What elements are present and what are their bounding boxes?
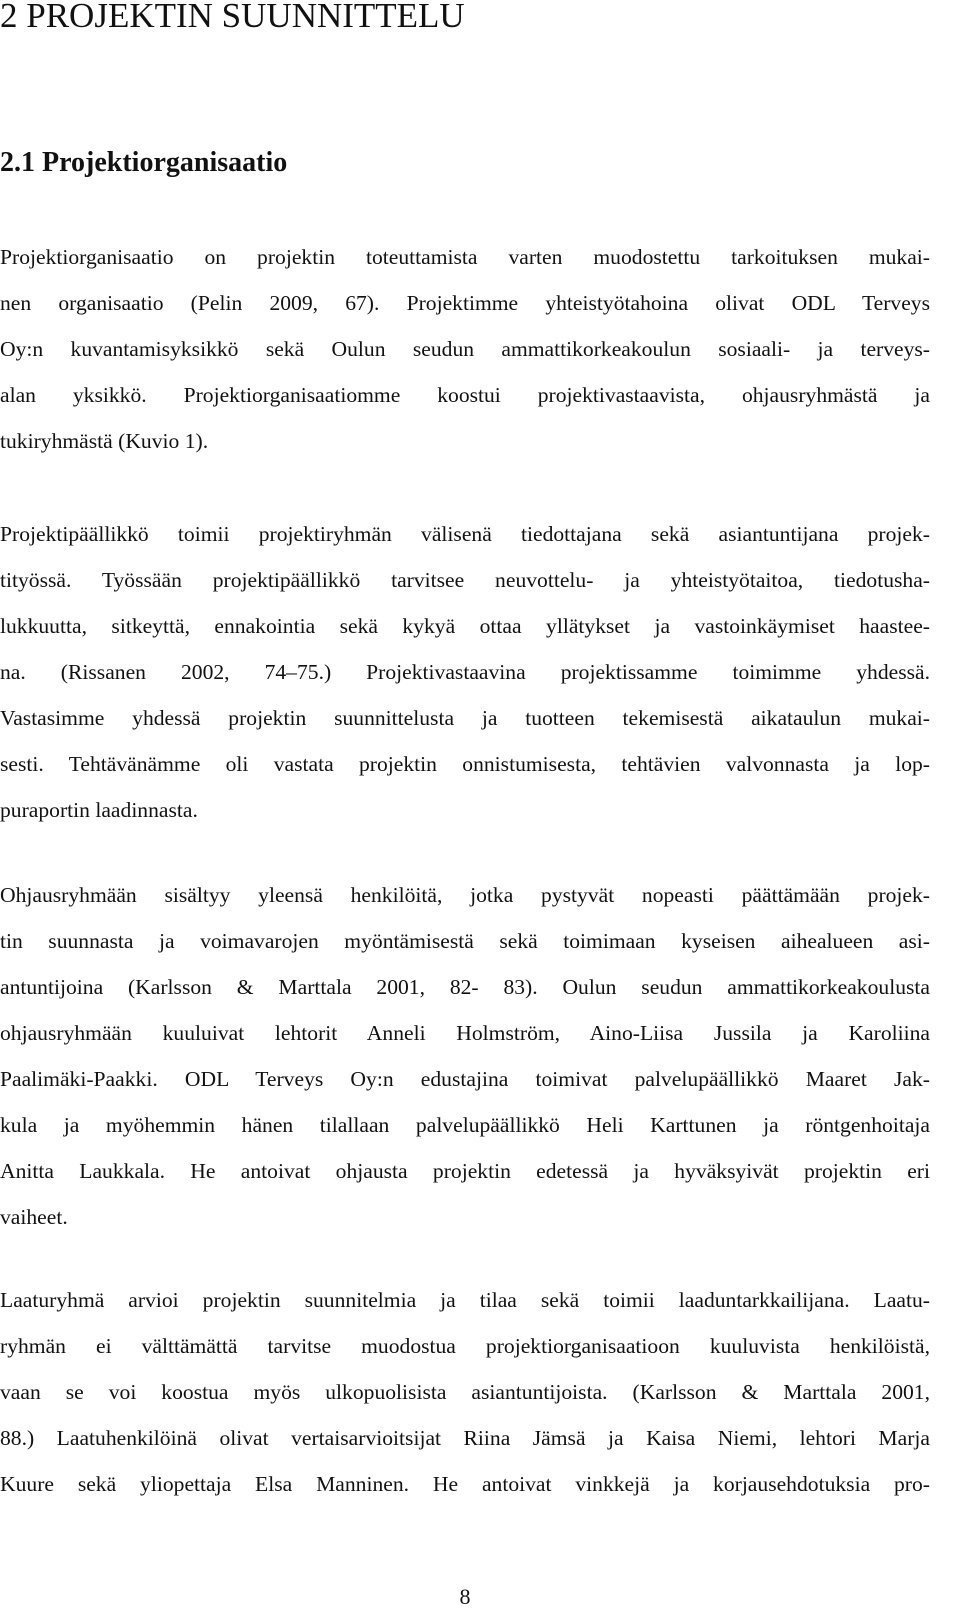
text-line: Ohjausryhmään sisältyy yleensä henkilöitä, jotka pystyvät nopeasti päättämään projek- (0, 883, 930, 907)
paragraph-1 (0, 234, 930, 464)
text-line: sesti. Tehtävänämme oli vastata projektin onnistumisesta, tehtävien valvonnasta ja lop- (0, 752, 930, 776)
text-line: Laaturyhmä arvioi projektin suunnitelmia ja tilaa sekä toimii laaduntarkkailijana. Laatu- (0, 1288, 930, 1312)
text-line: vaiheet. (0, 1205, 68, 1229)
page-number: 8 (459, 1584, 471, 1609)
text-line: vaan se voi koostua myös ulkopuolisista asiantuntijoista. (Karlsson & Marttala 2001, (0, 1380, 930, 1404)
text-line: Vastasimme yhdessä projektin suunnittelusta ja tuotteen tekemisestä aikataulun mukai- (0, 706, 930, 730)
text-line: ryhmän ei välttämättä tarvitse muodostua projektiorganisaatioon kuuluvista henkilöistä, (0, 1334, 930, 1358)
text-line: antuntijoina (Karlsson & Marttala 2001, 82- 83). Oulun seudun ammattikorkeakoulusta (0, 975, 930, 999)
section-heading: 2.1 Projektiorganisaatio (0, 147, 288, 178)
text-line: tukiryhmästä (Kuvio 1). (0, 429, 209, 453)
text-line: Projektipäällikkö toimii projektiryhmän välisenä tiedottajana sekä asiantuntijana projek- (0, 522, 930, 546)
text-line: alan yksikkö. Projektiorganisaatiomme koostui projektivastaavista, ohjausryhmästä ja (0, 383, 930, 407)
chapter-heading: 2 PROJEKTIN SUUNNITTELU (0, 0, 465, 35)
text-line: kula ja myöhemmin hänen tilallaan palvelupäällikkö Heli Karttunen ja röntgenhoitaja (0, 1113, 930, 1137)
text-line: nen organisaatio (Pelin 2009, 67). Projektimme yhteistyötahoina olivat ODL Terveys (0, 291, 930, 315)
paragraph-2 (0, 511, 930, 833)
paragraph-3 (0, 872, 930, 1240)
text-line: Paalimäki-Paakki. ODL Terveys Oy:n edustajina toimivat palvelupäällikkö Maaret Jak- (0, 1067, 930, 1091)
text-line: Oy:n kuvantamisyksikkö sekä Oulun seudun ammattikorkeakoulun sosiaali- ja terveys- (0, 337, 930, 361)
text-line: na. (Rissanen 2002, 74–75.) Projektivastaavina projektissamme toimimme yhdessä. (0, 660, 930, 684)
text-line: Projektiorganisaatio on projektin toteuttamista varten muodostettu tarkoituksen mukai- (0, 245, 930, 269)
text-line: ohjausryhmään kuuluivat lehtorit Anneli Holmström, Aino-Liisa Jussila ja Karoliina (0, 1021, 930, 1045)
text-line: tityössä. Työssään projektipäällikkö tarvitsee neuvottelu- ja yhteistyötaitoa, tiedotusha- (0, 568, 930, 592)
text-line: tin suunnasta ja voimavarojen myöntämisestä sekä toimimaan kyseisen aihealueen asi- (0, 929, 930, 953)
text-line: 88.) Laatuhenkilöinä olivat vertaisarvioitsijat Riina Jämsä ja Kaisa Niemi, lehtori Marja (0, 1426, 930, 1450)
text-line: Kuure sekä yliopettaja Elsa Manninen. He antoivat vinkkejä ja korjausehdotuksia pro- (0, 1472, 930, 1496)
text-line: lukkuutta, sitkeyttä, ennakointia sekä kykyä ottaa yllätykset ja vastoinkäymiset haastee- (0, 614, 930, 638)
text-line: puraportin laadinnasta. (0, 798, 198, 822)
text-line: Anitta Laukkala. He antoivat ohjausta projektin edetessä ja hyväksyivät projektin eri (0, 1159, 930, 1183)
paragraph-4 (0, 1277, 930, 1507)
